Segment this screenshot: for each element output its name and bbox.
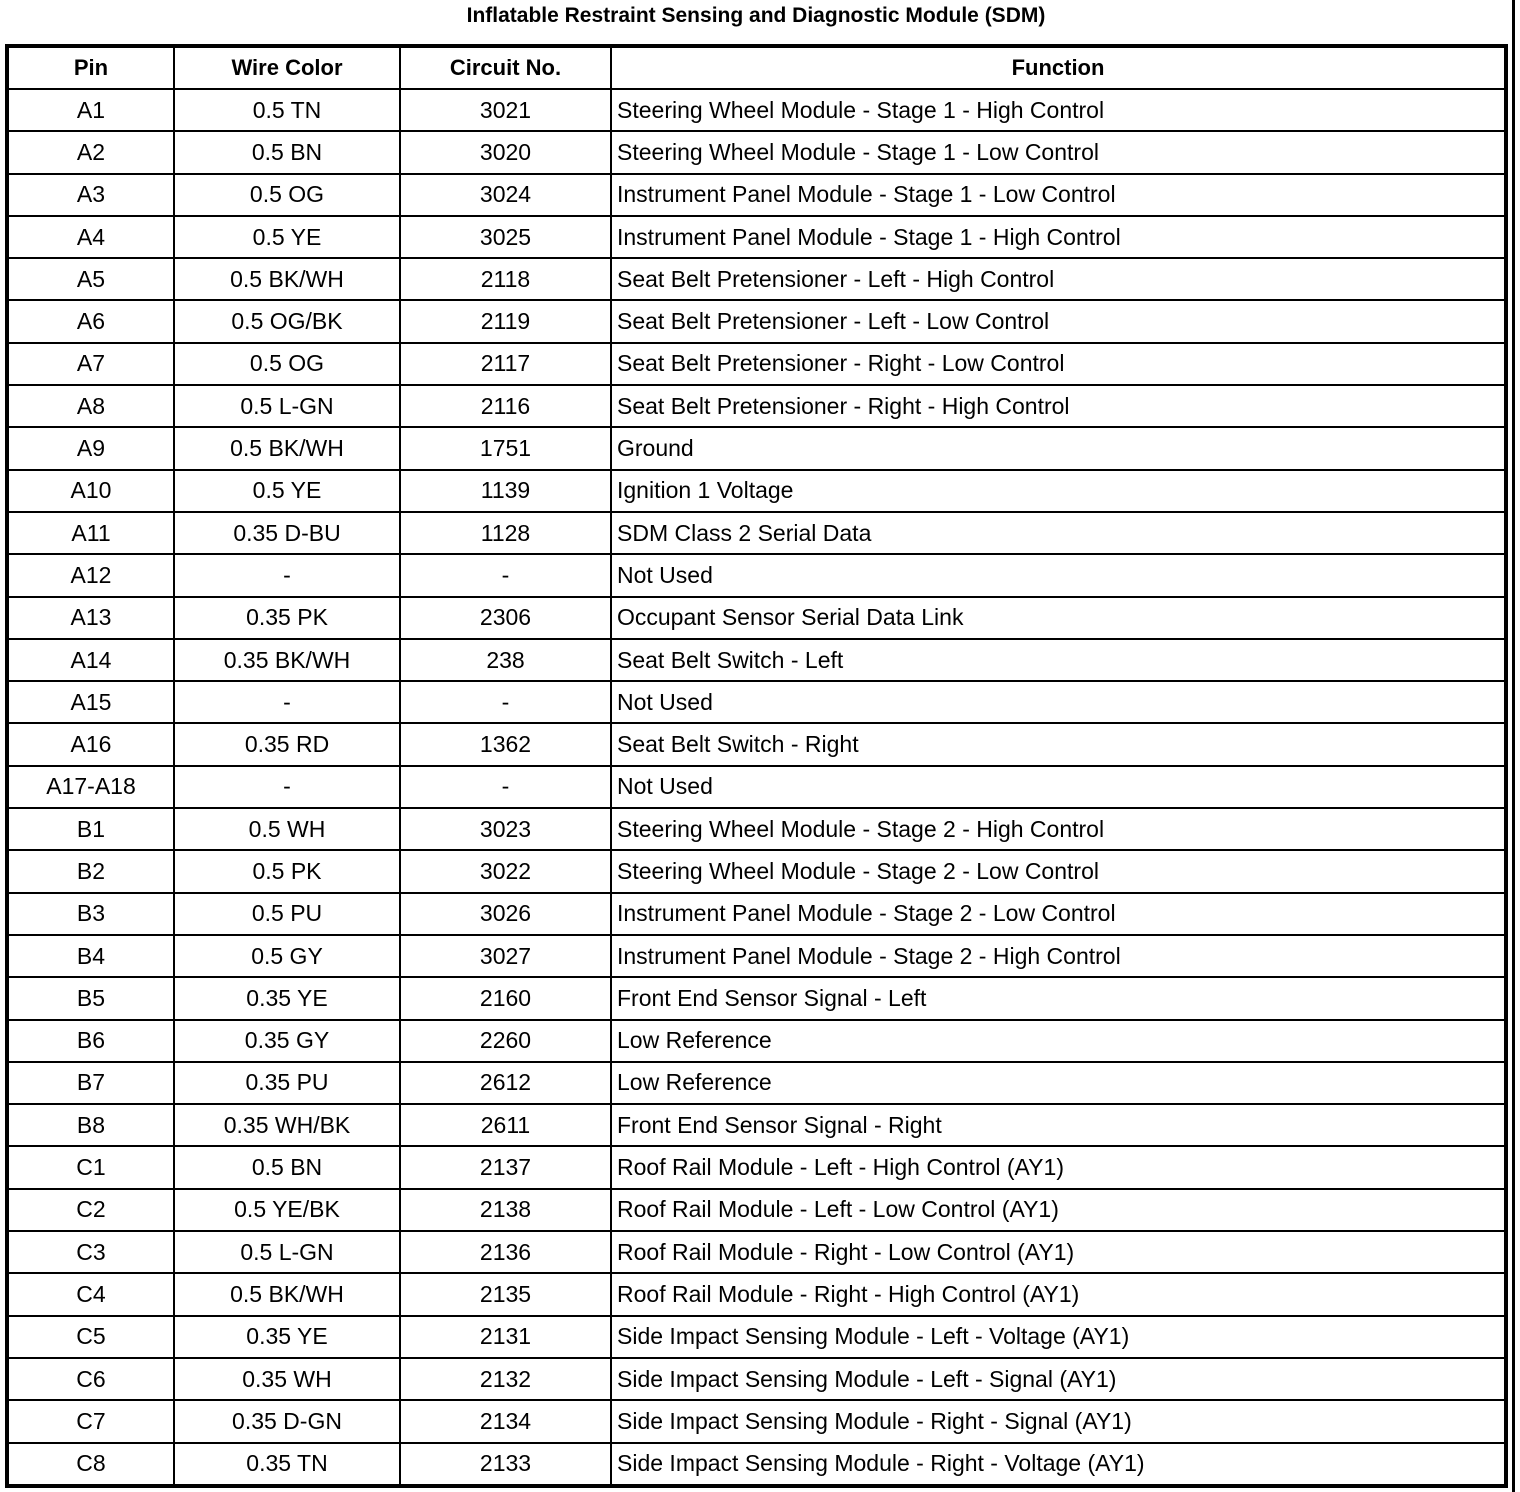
pin-cell: B2 <box>7 850 174 892</box>
function-cell: Front End Sensor Signal - Left <box>611 977 1506 1019</box>
pin-cell: A9 <box>7 427 174 469</box>
table-row <box>7 216 1506 258</box>
header-pin: Pin <box>7 46 174 89</box>
pin-cell: A1 <box>7 89 174 131</box>
pin-cell: A6 <box>7 300 174 342</box>
pin-cell: C8 <box>7 1443 174 1487</box>
circuit-no-cell: 2119 <box>400 300 611 342</box>
pin-cell: B7 <box>7 1062 174 1104</box>
function-cell: Not Used <box>611 554 1506 596</box>
circuit-no-cell: 2134 <box>400 1400 611 1442</box>
pin-cell: C2 <box>7 1189 174 1231</box>
circuit-no-cell: 1751 <box>400 427 611 469</box>
function-cell: Steering Wheel Module - Stage 1 - High Control <box>611 89 1506 131</box>
wire-color-cell: 0.35 PK <box>174 597 400 639</box>
table-row <box>7 766 1506 808</box>
pin-cell: A11 <box>7 512 174 554</box>
wire-color-cell: 0.5 PU <box>174 893 400 935</box>
table-row <box>7 1146 1506 1188</box>
circuit-no-cell: 2260 <box>400 1020 611 1062</box>
pin-cell: B3 <box>7 893 174 935</box>
table-row <box>7 258 1506 300</box>
function-cell: Instrument Panel Module - Stage 1 - Low Control <box>611 174 1506 216</box>
function-cell: Roof Rail Module - Right - Low Control (AY1) <box>611 1231 1506 1273</box>
table-row <box>7 1189 1506 1231</box>
circuit-no-cell: 2132 <box>400 1358 611 1400</box>
table-row <box>7 300 1506 342</box>
table-row <box>7 893 1506 935</box>
wire-color-cell: 0.35 WH <box>174 1358 400 1400</box>
circuit-no-cell: 1139 <box>400 470 611 512</box>
pin-cell: A17-A18 <box>7 766 174 808</box>
function-cell: Side Impact Sensing Module - Left - Voltage (AY1) <box>611 1316 1506 1358</box>
table-row <box>7 808 1506 850</box>
table-row <box>7 935 1506 977</box>
wire-color-cell: 0.5 PK <box>174 850 400 892</box>
circuit-no-cell: - <box>400 554 611 596</box>
table-row <box>7 1020 1506 1062</box>
pin-cell: A15 <box>7 681 174 723</box>
wire-color-cell: 0.5 BN <box>174 1146 400 1188</box>
function-cell: Side Impact Sensing Module - Right - Voltage (AY1) <box>611 1443 1506 1487</box>
function-cell: Steering Wheel Module - Stage 2 - Low Control <box>611 850 1506 892</box>
wire-color-cell: 0.35 WH/BK <box>174 1104 400 1146</box>
circuit-no-cell: 2118 <box>400 258 611 300</box>
pin-cell: B4 <box>7 935 174 977</box>
circuit-no-cell: 2137 <box>400 1146 611 1188</box>
function-cell: Occupant Sensor Serial Data Link <box>611 597 1506 639</box>
wire-color-cell: - <box>174 554 400 596</box>
circuit-no-cell: 3020 <box>400 131 611 173</box>
table-row <box>7 1443 1506 1487</box>
pin-cell: C6 <box>7 1358 174 1400</box>
circuit-no-cell: 2133 <box>400 1443 611 1487</box>
wire-color-cell: 0.5 TN <box>174 89 400 131</box>
table-row <box>7 1231 1506 1273</box>
table-row <box>7 723 1506 765</box>
pin-cell: A16 <box>7 723 174 765</box>
wire-color-cell: 0.5 GY <box>174 935 400 977</box>
circuit-no-cell: 3024 <box>400 174 611 216</box>
pinout-table <box>5 44 1508 1488</box>
circuit-no-cell: 1362 <box>400 723 611 765</box>
wire-color-cell: 0.35 RD <box>174 723 400 765</box>
circuit-no-cell: 1128 <box>400 512 611 554</box>
wire-color-cell: 0.35 YE <box>174 1316 400 1358</box>
circuit-no-cell: - <box>400 766 611 808</box>
table-row <box>7 554 1506 596</box>
table-row <box>7 427 1506 469</box>
pin-cell: B5 <box>7 977 174 1019</box>
pin-cell: A7 <box>7 343 174 385</box>
circuit-no-cell: 2138 <box>400 1189 611 1231</box>
function-cell: Seat Belt Pretensioner - Left - High Control <box>611 258 1506 300</box>
wire-color-cell: 0.35 PU <box>174 1062 400 1104</box>
pin-cell: C5 <box>7 1316 174 1358</box>
wire-color-cell: 0.5 WH <box>174 808 400 850</box>
table-row <box>7 470 1506 512</box>
table-row <box>7 89 1506 131</box>
table-row <box>7 1104 1506 1146</box>
table-row <box>7 343 1506 385</box>
pin-cell: A13 <box>7 597 174 639</box>
wire-color-cell: 0.5 OG <box>174 174 400 216</box>
function-cell: Roof Rail Module - Left - High Control (AY1) <box>611 1146 1506 1188</box>
pin-cell: A10 <box>7 470 174 512</box>
circuit-no-cell: 238 <box>400 639 611 681</box>
wire-color-cell: 0.35 BK/WH <box>174 639 400 681</box>
function-cell: Seat Belt Pretensioner - Right - Low Control <box>611 343 1506 385</box>
page-edge-line <box>1512 0 1515 1492</box>
table-row <box>7 597 1506 639</box>
pin-cell: B8 <box>7 1104 174 1146</box>
pin-cell: A12 <box>7 554 174 596</box>
wire-color-cell: 0.5 L-GN <box>174 1231 400 1273</box>
function-cell: Instrument Panel Module - Stage 1 - High Control <box>611 216 1506 258</box>
circuit-no-cell: 3022 <box>400 850 611 892</box>
pin-cell: C1 <box>7 1146 174 1188</box>
pin-cell: B6 <box>7 1020 174 1062</box>
wire-color-cell: 0.5 BK/WH <box>174 1273 400 1315</box>
function-cell: Steering Wheel Module - Stage 1 - Low Control <box>611 131 1506 173</box>
document-title: Inflatable Restraint Sensing and Diagnostic Module (SDM) <box>466 4 1046 27</box>
wire-color-cell: 0.5 YE <box>174 216 400 258</box>
circuit-no-cell: 2131 <box>400 1316 611 1358</box>
function-cell: Low Reference <box>611 1020 1506 1062</box>
wire-color-cell: - <box>174 766 400 808</box>
wire-color-cell: 0.5 BK/WH <box>174 258 400 300</box>
pin-cell: B1 <box>7 808 174 850</box>
wire-color-cell: 0.35 D-BU <box>174 512 400 554</box>
pin-cell: C4 <box>7 1273 174 1315</box>
circuit-no-cell: - <box>400 681 611 723</box>
circuit-no-cell: 3027 <box>400 935 611 977</box>
function-cell: Side Impact Sensing Module - Left - Signal (AY1) <box>611 1358 1506 1400</box>
pin-cell: A2 <box>7 131 174 173</box>
function-cell: Not Used <box>611 681 1506 723</box>
pin-cell: C3 <box>7 1231 174 1273</box>
function-cell: SDM Class 2 Serial Data <box>611 512 1506 554</box>
pin-cell: A4 <box>7 216 174 258</box>
table-row <box>7 977 1506 1019</box>
table-row <box>7 1400 1506 1442</box>
wire-color-cell: 0.5 BK/WH <box>174 427 400 469</box>
pin-cell: A14 <box>7 639 174 681</box>
function-cell: Ground <box>611 427 1506 469</box>
function-cell: Instrument Panel Module - Stage 2 - High Control <box>611 935 1506 977</box>
wire-color-cell: 0.35 GY <box>174 1020 400 1062</box>
table-row <box>7 1358 1506 1400</box>
function-cell: Roof Rail Module - Left - Low Control (AY1) <box>611 1189 1506 1231</box>
circuit-no-cell: 2135 <box>400 1273 611 1315</box>
table-body <box>7 89 1506 1486</box>
circuit-no-cell: 2160 <box>400 977 611 1019</box>
wire-color-cell: 0.5 OG/BK <box>174 300 400 342</box>
function-cell: Steering Wheel Module - Stage 2 - High Control <box>611 808 1506 850</box>
circuit-no-cell: 3026 <box>400 893 611 935</box>
function-cell: Roof Rail Module - Right - High Control (AY1) <box>611 1273 1506 1315</box>
table-row <box>7 131 1506 173</box>
circuit-no-cell: 2306 <box>400 597 611 639</box>
wire-color-cell: 0.35 YE <box>174 977 400 1019</box>
function-cell: Seat Belt Pretensioner - Left - Low Control <box>611 300 1506 342</box>
table-row <box>7 850 1506 892</box>
wire-color-cell: 0.5 OG <box>174 343 400 385</box>
wire-color-cell: 0.5 YE/BK <box>174 1189 400 1231</box>
circuit-no-cell: 2116 <box>400 385 611 427</box>
header-function: Function <box>611 46 1506 89</box>
circuit-no-cell: 3021 <box>400 89 611 131</box>
table-row <box>7 174 1506 216</box>
function-cell: Low Reference <box>611 1062 1506 1104</box>
wire-color-cell: 0.35 D-GN <box>174 1400 400 1442</box>
circuit-no-cell: 3025 <box>400 216 611 258</box>
table-row <box>7 1062 1506 1104</box>
circuit-no-cell: 2612 <box>400 1062 611 1104</box>
function-cell: Front End Sensor Signal - Right <box>611 1104 1506 1146</box>
table-header-row <box>7 46 1506 89</box>
header-wire-color: Wire Color <box>174 46 400 89</box>
pin-cell: A8 <box>7 385 174 427</box>
function-cell: Side Impact Sensing Module - Right - Signal (AY1) <box>611 1400 1506 1442</box>
function-cell: Instrument Panel Module - Stage 2 - Low Control <box>611 893 1506 935</box>
function-cell: Ignition 1 Voltage <box>611 470 1506 512</box>
wire-color-cell: 0.5 YE <box>174 470 400 512</box>
function-cell: Seat Belt Switch - Left <box>611 639 1506 681</box>
table-row <box>7 1273 1506 1315</box>
table-row <box>7 385 1506 427</box>
circuit-no-cell: 3023 <box>400 808 611 850</box>
circuit-no-cell: 2136 <box>400 1231 611 1273</box>
pin-cell: A3 <box>7 174 174 216</box>
function-cell: Seat Belt Switch - Right <box>611 723 1506 765</box>
circuit-no-cell: 2117 <box>400 343 611 385</box>
wire-color-cell: 0.5 BN <box>174 131 400 173</box>
table-row <box>7 1316 1506 1358</box>
function-cell: Not Used <box>611 766 1506 808</box>
wire-color-cell: - <box>174 681 400 723</box>
header-circuit-no: Circuit No. <box>400 46 611 89</box>
table-row <box>7 512 1506 554</box>
table-row <box>7 681 1506 723</box>
table-row <box>7 639 1506 681</box>
circuit-no-cell: 2611 <box>400 1104 611 1146</box>
pin-cell: C7 <box>7 1400 174 1442</box>
pin-cell: A5 <box>7 258 174 300</box>
wire-color-cell: 0.35 TN <box>174 1443 400 1487</box>
function-cell: Seat Belt Pretensioner - Right - High Control <box>611 385 1506 427</box>
wire-color-cell: 0.5 L-GN <box>174 385 400 427</box>
